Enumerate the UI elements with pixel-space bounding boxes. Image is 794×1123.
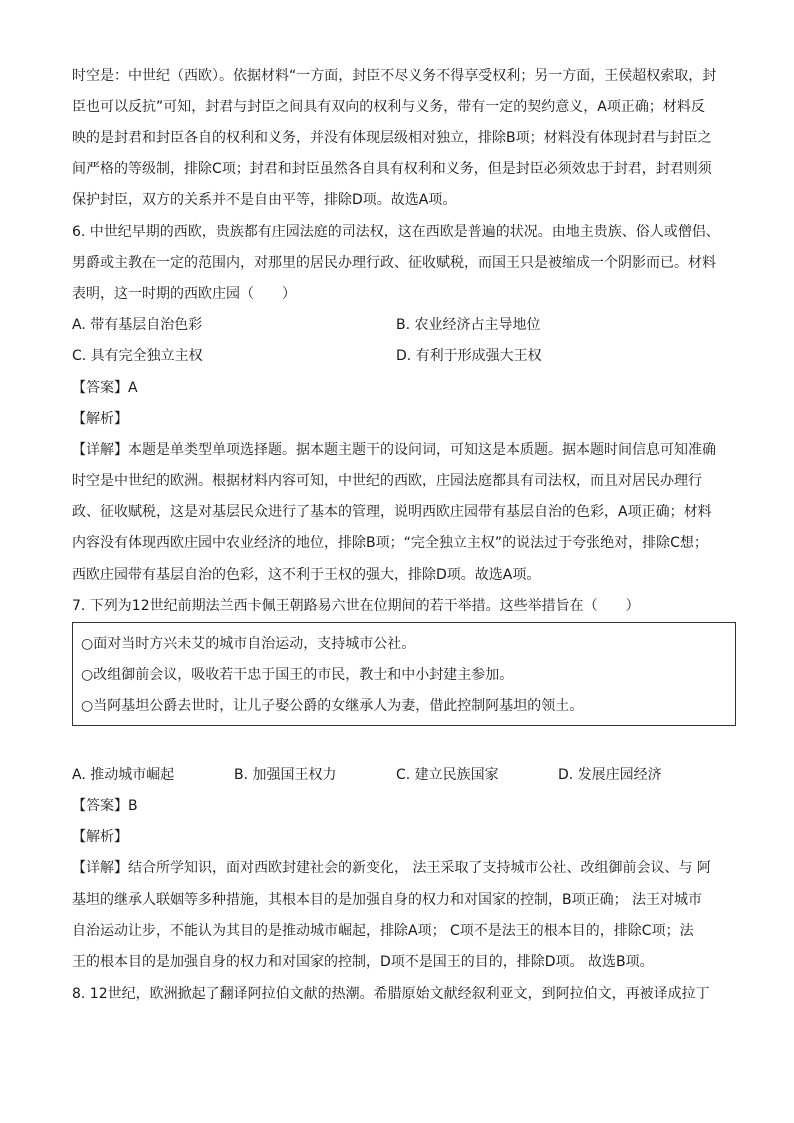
- option-a: A. 推动城市崛起: [72, 767, 175, 783]
- text-line: 保护封臣，双方的关系并不是自由平等，排除D项。故选A项。: [72, 192, 457, 208]
- option-b: B. 加强国王权力: [234, 767, 337, 783]
- question-6-stem: 男爵或主教在一定的范围内，对那里的居民办理行政、征收赋税，而国王只是被缩成一个阴影而已。材料: [72, 255, 716, 271]
- option-a: A. 带有基层自治色彩: [72, 317, 203, 333]
- option-d: D. 有利于形成强大王权: [396, 348, 542, 364]
- analysis-label: 【解析】: [72, 411, 128, 427]
- text-line: 间严格的等级制，排除C项；封君和封臣虽然各自具有权利和义务，但是封臣必须效忠于封君，封君则须: [72, 161, 712, 177]
- detail-line: 基坦的继承人联姻等多种措施，其根本目的是加强自身的权力和对国家的控制，B项正确； 法王对城市: [72, 892, 703, 908]
- detail-line: 自治运动让步，不能认为其目的是推动城市崛起，排除A项； C项不是法王的根本目的，排除C项；法: [72, 923, 694, 939]
- answer-label: 【答案】B: [72, 798, 138, 814]
- detail-line: 【详解】本题是单类型单项选择题。据本题主题干的设问词，可知这是本质题。据本题时间信息可知准确: [72, 442, 716, 458]
- material-item: ○当阿基坦公爵去世时，让儿子娶公爵的女继承人为妻，借此控制阿基坦的领土。: [81, 698, 584, 714]
- option-c: C. 具有完全独立主权: [72, 348, 203, 364]
- detail-line: 政、征收赋税，这是对基层民众进行了基本的管理，说明西欧庄园带有基层自治的色彩，A项正确；材料: [72, 504, 712, 520]
- detail-line: 内容没有体现西欧庄园中农业经济的地位，排除B项；“完全独立主权”的说法过于夸张绝对，排除C想；: [72, 535, 708, 551]
- answer-label: 【答案】A: [72, 380, 138, 396]
- question-7-stem: 7. 下列为12世纪前期法兰西卡佩王朝路易六世在位期间的若干举措。这些举措旨在（ ）: [72, 598, 640, 614]
- detail-line: 王的根本目的是加强自身的权力和对国家的控制，D项不是国王的目的，排除D项。 故选B项。: [72, 954, 654, 970]
- text-line: 映的是封君和封臣各自的权利和义务，并没有体现层级相对独立，排除B项；材料没有体现封君与封臣之: [72, 130, 712, 146]
- detail-line: 西欧庄园带有基层自治的色彩，这不利于王权的强大，排除D项。故选A项。: [72, 567, 541, 583]
- option-c: C. 建立民族国家: [396, 767, 499, 783]
- question-6-stem: 6. 中世纪早期的西欧，贵族都有庄园法庭的司法权，这在西欧是普遍的状况。由地主贵族、俗人或僧侣、: [72, 224, 720, 240]
- detail-line: 【详解】结合所学知识，面对西欧封建社会的新变化， 法王采取了支持城市公社、改组御前会议、与 阿: [72, 860, 711, 876]
- question-6-stem: 表明，这一时期的西欧庄园（ ）: [72, 286, 296, 302]
- question-8-stem: 8. 12世纪，欧洲掀起了翻译阿拉伯文献的热潮。希腊原始文献经叙利亚文，到阿拉伯文，再被译成拉丁: [72, 986, 710, 1002]
- material-item: ○面对当时方兴未艾的城市自治运动，支持城市公社。: [81, 636, 416, 652]
- material-item: ○改组御前会议，吸收若干忠于国王的市民，教士和中小封建主参加。: [81, 667, 514, 683]
- text-line: 臣也可以反抗”可知，封君与封臣之间具有双向的权利与义务，带有一定的契约意义，A项正确；材料反: [72, 99, 705, 115]
- analysis-label: 【解析】: [72, 829, 128, 845]
- option-b: B. 农业经济占主导地位: [396, 317, 541, 333]
- option-d: D. 发展庄园经济: [558, 767, 662, 783]
- detail-line: 时空是中世纪的欧洲。根据材料内容可知，中世纪的西欧，庄园法庭都具有司法权，而且对居民办理行: [72, 473, 702, 489]
- material-box: [72, 622, 736, 726]
- text-line: 时空是：中世纪（西欧）。依据材料“一方面，封臣不尽义务不得享受权利；另一方面，王侯超权索取，封: [72, 68, 717, 84]
